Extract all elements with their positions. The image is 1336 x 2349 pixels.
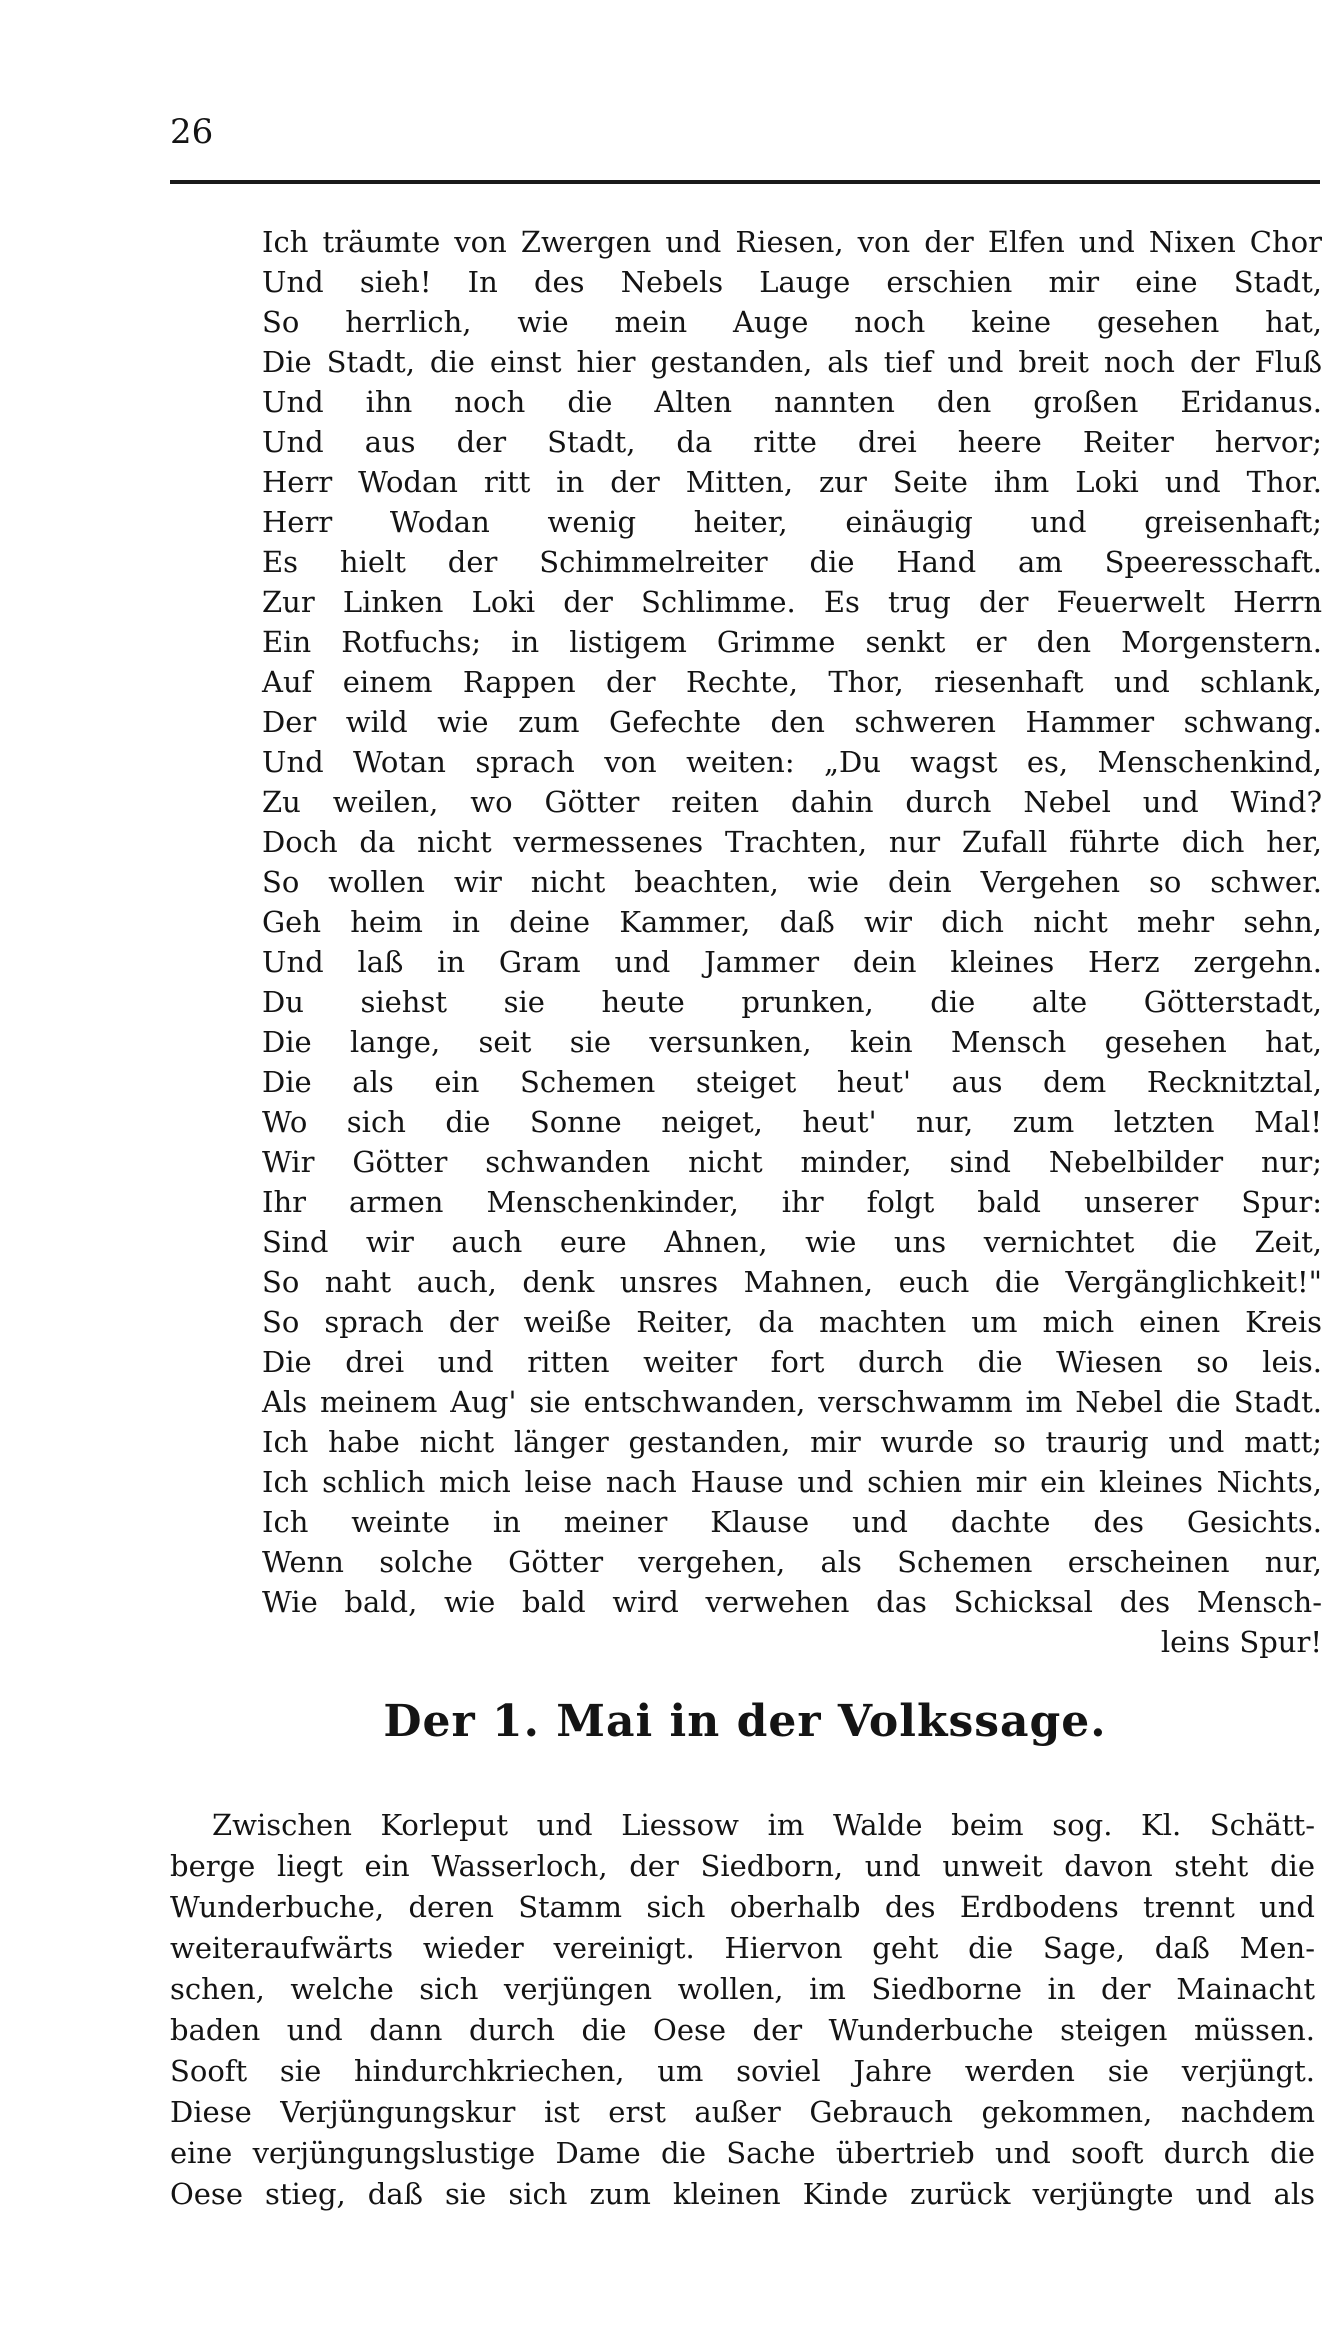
poem-line: Ich schlich mich leise nach Hause und schien mir ein kleines Nichts, bbox=[262, 1465, 1322, 1499]
poem-line: Zur Linken Loki der Schlimme. Es trug der Feuerwelt Herrn bbox=[262, 585, 1322, 619]
poem-line: Ein Rotfuchs; in listigem Grimme senkt er den Morgenstern. bbox=[262, 625, 1322, 659]
poem-line: leins Spur! bbox=[1160, 1625, 1322, 1659]
poem-line: Wir Götter schwanden nicht minder, sind Nebelbilder nur; bbox=[262, 1145, 1322, 1179]
poem-line: Wie bald, wie bald wird verwehen das Schicksal des Mensch- bbox=[262, 1585, 1322, 1619]
poem-line: Doch da nicht vermessenes Trachten, nur Zufall führte dich her, bbox=[262, 825, 1322, 859]
section-heading: Der 1. Mai in der Volkssage. bbox=[383, 1696, 1107, 1747]
poem-line: Wo sich die Sonne neiget, heut' nur, zum letzten Mal! bbox=[262, 1105, 1322, 1139]
poem-line: So wollen wir nicht beachten, wie dein Vergehen so schwer. bbox=[262, 865, 1322, 899]
poem-line: So sprach der weiße Reiter, da machten um mich einen Kreis bbox=[262, 1305, 1322, 1339]
poem-line: Die Stadt, die einst hier gestanden, als tief und breit noch der Fluß bbox=[262, 345, 1322, 379]
poem-line: Zu weilen, wo Götter reiten dahin durch Nebel und Wind? bbox=[262, 785, 1322, 819]
poem-line: Der wild wie zum Gefechte den schweren Hammer schwang. bbox=[262, 705, 1322, 739]
body-line: berge liegt ein Wasserloch, der Siedborn, und unweit davon steht die bbox=[170, 1849, 1315, 1883]
poem-line: Und sieh! In des Nebels Lauge erschien mir eine Stadt, bbox=[262, 265, 1322, 299]
poem-line: Ich weinte in meiner Klause und dachte des Gesichts. bbox=[262, 1505, 1322, 1539]
poem-line: Es hielt der Schimmelreiter die Hand am Speeresschaft. bbox=[262, 545, 1322, 579]
poem-line: Geh heim in deine Kammer, daß wir dich nicht mehr sehn, bbox=[262, 905, 1322, 939]
poem-line: Und aus der Stadt, da ritte drei heere Reiter hervor; bbox=[262, 425, 1322, 459]
body-line: Wunderbuche, deren Stamm sich oberhalb des Erdbodens trennt und bbox=[170, 1890, 1315, 1924]
poem-line: Die lange, seit sie versunken, kein Mensch gesehen hat, bbox=[262, 1025, 1322, 1059]
poem-line: Du siehst sie heute prunken, die alte Götterstadt, bbox=[262, 985, 1322, 1019]
body-line: schen, welche sich verjüngen wollen, im Siedborne in der Mainacht bbox=[170, 1972, 1315, 2006]
section-body bbox=[170, 1805, 1315, 2215]
poem-line: Und Wotan sprach von weiten: „Du wagst es, Menschenkind, bbox=[262, 745, 1322, 779]
poem-line: Sind wir auch eure Ahnen, wie uns vernichtet die Zeit, bbox=[262, 1225, 1322, 1259]
poem-line: Und laß in Gram und Jammer dein kleines Herz zergehn. bbox=[262, 945, 1322, 979]
poem-line: Auf einem Rappen der Rechte, Thor, riesenhaft und schlank, bbox=[262, 665, 1322, 699]
poem-line: So naht auch, denk unsres Mahnen, euch die Vergänglichkeit!" bbox=[262, 1265, 1322, 1299]
poem-line: Ich träumte von Zwergen und Riesen, von der Elfen und Nixen Chor bbox=[262, 225, 1322, 259]
poem bbox=[262, 222, 1322, 1662]
body-line: eine verjüngungslustige Dame die Sache übertrieb und sooft durch die bbox=[170, 2136, 1315, 2170]
page-number: 26 bbox=[170, 112, 214, 152]
body-line: Oese stieg, daß sie sich zum kleinen Kinde zurück verjüngte und als bbox=[170, 2177, 1315, 2211]
body-line: Sooft sie hindurchkriechen, um soviel Jahre werden sie verjüngt. bbox=[170, 2054, 1315, 2088]
poem-line: Ich habe nicht länger gestanden, mir wurde so traurig und matt; bbox=[262, 1425, 1322, 1459]
header-rule bbox=[170, 180, 1320, 184]
poem-line: Die drei und ritten weiter fort durch die Wiesen so leis. bbox=[262, 1345, 1322, 1379]
body-line: Diese Verjüngungskur ist erst außer Gebrauch gekommen, nachdem bbox=[170, 2095, 1315, 2129]
poem-line: Und ihn noch die Alten nannten den großen Eridanus. bbox=[262, 385, 1322, 419]
body-line: baden und dann durch die Oese der Wunderbuche steigen müssen. bbox=[170, 2013, 1315, 2047]
poem-line: Herr Wodan wenig heiter, einäugig und greisenhaft; bbox=[262, 505, 1322, 539]
poem-line: So herrlich, wie mein Auge noch keine gesehen hat, bbox=[262, 305, 1322, 339]
poem-line: Ihr armen Menschenkinder, ihr folgt bald unserer Spur: bbox=[262, 1185, 1322, 1219]
poem-line: Herr Wodan ritt in der Mitten, zur Seite ihm Loki und Thor. bbox=[262, 465, 1322, 499]
poem-line: Die als ein Schemen steiget heut' aus dem Recknitztal, bbox=[262, 1065, 1322, 1099]
body-line: weiteraufwärts wieder vereinigt. Hiervon geht die Sage, daß Men- bbox=[170, 1931, 1315, 1965]
poem-line: Als meinem Aug' sie entschwanden, verschwamm im Nebel die Stadt. bbox=[262, 1385, 1322, 1419]
body-line: Zwischen Korleput und Liessow im Walde beim sog. Kl. Schätt- bbox=[212, 1808, 1315, 1842]
poem-line: Wenn solche Götter vergehen, als Schemen erscheinen nur, bbox=[262, 1545, 1322, 1579]
